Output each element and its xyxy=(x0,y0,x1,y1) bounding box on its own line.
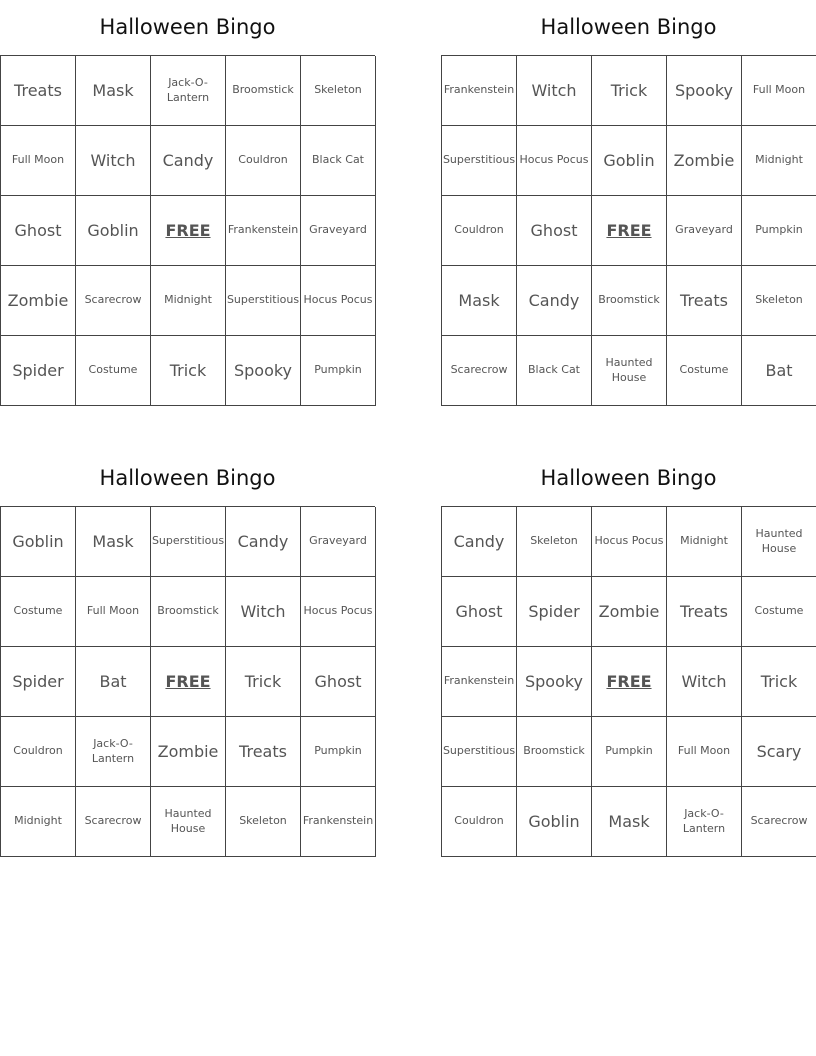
bingo-cell: Costume xyxy=(667,336,742,406)
bingo-card-1 xyxy=(0,0,375,406)
bingo-cell: Superstitious xyxy=(151,507,226,577)
bingo-cell: Treats xyxy=(667,577,742,647)
bingo-cell: Ghost xyxy=(442,577,517,647)
bingo-cell: Trick xyxy=(151,336,226,406)
bingo-cell: Ghost xyxy=(301,647,376,717)
bingo-cell: Full Moon xyxy=(76,577,151,647)
bingo-cell: Jack-O-Lantern xyxy=(667,787,742,857)
bingo-cell: Zombie xyxy=(667,126,742,196)
bingo-cell: Full Moon xyxy=(1,126,76,196)
bingo-cell: Mask xyxy=(442,266,517,336)
card-title: Halloween Bingo xyxy=(99,15,276,39)
free-space: FREE xyxy=(151,647,226,717)
free-space: FREE xyxy=(592,647,667,717)
bingo-cell: Midnight xyxy=(1,787,76,857)
bingo-grid xyxy=(441,55,816,406)
bingo-cell: Broomstick xyxy=(226,56,301,126)
bingo-cell: Goblin xyxy=(592,126,667,196)
bingo-card-2 xyxy=(441,0,816,406)
bingo-cell: Bat xyxy=(76,647,151,717)
bingo-cell: Zombie xyxy=(151,717,226,787)
bingo-cell: Mask xyxy=(76,507,151,577)
bingo-cell: Frankenstein xyxy=(442,647,517,717)
bingo-cell: Spider xyxy=(517,577,592,647)
bingo-cell: Pumpkin xyxy=(592,717,667,787)
bingo-cell: Candy xyxy=(517,266,592,336)
bingo-cell: Treats xyxy=(667,266,742,336)
bingo-cell: Treats xyxy=(226,717,301,787)
bingo-cell: Midnight xyxy=(667,507,742,577)
bingo-cell: Candy xyxy=(151,126,226,196)
bingo-cell: Black Cat xyxy=(301,126,376,196)
bingo-cell: Candy xyxy=(442,507,517,577)
bingo-cell: Zombie xyxy=(1,266,76,336)
bingo-cell: Spooky xyxy=(226,336,301,406)
bingo-cell: Black Cat xyxy=(517,336,592,406)
bingo-cell: Ghost xyxy=(517,196,592,266)
card-title: Halloween Bingo xyxy=(99,466,276,490)
bingo-cell: Spider xyxy=(1,336,76,406)
bingo-cell: Trick xyxy=(592,56,667,126)
bingo-cell: Skeleton xyxy=(301,56,376,126)
free-space: FREE xyxy=(151,196,226,266)
bingo-cell: Goblin xyxy=(517,787,592,857)
bingo-cell: Full Moon xyxy=(742,56,816,126)
bingo-grid xyxy=(0,55,375,406)
bingo-grid xyxy=(441,506,816,857)
bingo-cell: Hocus Pocus xyxy=(301,266,376,336)
bingo-cell: Witch xyxy=(76,126,151,196)
bingo-cell: Midnight xyxy=(742,126,816,196)
bingo-cell: Mask xyxy=(76,56,151,126)
bingo-cell: Jack-O-Lantern xyxy=(151,56,226,126)
bingo-cell: Trick xyxy=(226,647,301,717)
bingo-cell: Pumpkin xyxy=(301,717,376,787)
bingo-cell: Mask xyxy=(592,787,667,857)
bingo-cell: Haunted House xyxy=(742,507,816,577)
bingo-cell: Graveyard xyxy=(301,196,376,266)
bingo-cell: Treats xyxy=(1,56,76,126)
bingo-cell: Spooky xyxy=(667,56,742,126)
bingo-cell: Midnight xyxy=(151,266,226,336)
bingo-cell: Couldron xyxy=(442,787,517,857)
bingo-cell: Superstitious xyxy=(442,126,517,196)
card-title: Halloween Bingo xyxy=(540,15,717,39)
bingo-cell: Costume xyxy=(1,577,76,647)
bingo-cell: Scarecrow xyxy=(742,787,816,857)
bingo-cell: Frankenstein xyxy=(301,787,376,857)
bingo-cell: Witch xyxy=(226,577,301,647)
bingo-cell: Scarecrow xyxy=(76,787,151,857)
bingo-card-3 xyxy=(0,451,375,857)
bingo-cell: Witch xyxy=(517,56,592,126)
bingo-cell: Haunted House xyxy=(151,787,226,857)
bingo-cell: Zombie xyxy=(592,577,667,647)
bingo-cell: Spooky xyxy=(517,647,592,717)
bingo-cell: Couldron xyxy=(226,126,301,196)
bingo-grid xyxy=(0,506,375,857)
bingo-cell: Pumpkin xyxy=(742,196,816,266)
bingo-cell: Skeleton xyxy=(517,507,592,577)
bingo-cell: Hocus Pocus xyxy=(517,126,592,196)
bingo-cell: Scarecrow xyxy=(442,336,517,406)
bingo-cell: Pumpkin xyxy=(301,336,376,406)
bingo-cell: Scary xyxy=(742,717,816,787)
bingo-cell: Bat xyxy=(742,336,816,406)
bingo-cell: Witch xyxy=(667,647,742,717)
bingo-cell: Hocus Pocus xyxy=(592,507,667,577)
bingo-cell: Couldron xyxy=(1,717,76,787)
bingo-cell: Broomstick xyxy=(592,266,667,336)
bingo-cell: Broomstick xyxy=(517,717,592,787)
bingo-cell: Skeleton xyxy=(226,787,301,857)
bingo-cell: Candy xyxy=(226,507,301,577)
bingo-card-4 xyxy=(441,451,816,857)
bingo-cell: Spider xyxy=(1,647,76,717)
bingo-cell: Superstitious xyxy=(226,266,301,336)
bingo-cell: Costume xyxy=(76,336,151,406)
bingo-cell: Costume xyxy=(742,577,816,647)
card-title: Halloween Bingo xyxy=(540,466,717,490)
bingo-cell: Frankenstein xyxy=(226,196,301,266)
bingo-cell: Hocus Pocus xyxy=(301,577,376,647)
bingo-cell: Full Moon xyxy=(667,717,742,787)
bingo-cell: Goblin xyxy=(1,507,76,577)
bingo-cell: Broomstick xyxy=(151,577,226,647)
bingo-cell: Frankenstein xyxy=(442,56,517,126)
bingo-cell: Skeleton xyxy=(742,266,816,336)
bingo-cell: Scarecrow xyxy=(76,266,151,336)
bingo-cell: Ghost xyxy=(1,196,76,266)
bingo-cell: Superstitious xyxy=(442,717,517,787)
bingo-cell: Graveyard xyxy=(301,507,376,577)
bingo-cell: Goblin xyxy=(76,196,151,266)
bingo-cell: Graveyard xyxy=(667,196,742,266)
bingo-cell: Trick xyxy=(742,647,816,717)
bingo-cell: Jack-O-Lantern xyxy=(76,717,151,787)
bingo-cell: Haunted House xyxy=(592,336,667,406)
free-space: FREE xyxy=(592,196,667,266)
bingo-cell: Couldron xyxy=(442,196,517,266)
